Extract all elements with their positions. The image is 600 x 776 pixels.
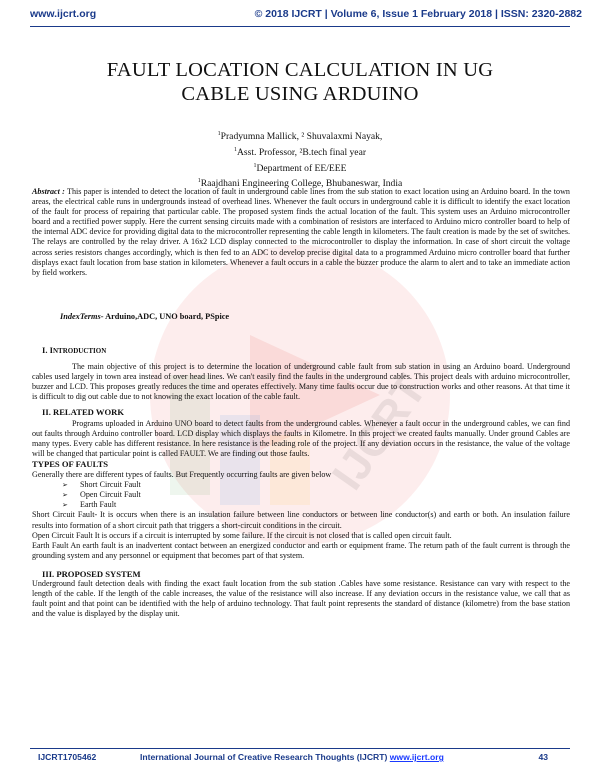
index-terms xyxy=(60,312,570,321)
header-site[interactable]: www.ijcrt.org xyxy=(30,8,97,20)
open-circuit-paragraph: Open Circuit Fault It is occurs if a circuit is interrupted by some failure. If the circuit is not closed that is called open circuit fault. xyxy=(32,530,452,540)
footer-journal: International Journal of Creative Research Thoughts (IJCRT) www.ijcrt.org xyxy=(140,752,444,762)
author-names: $^1$Pradyumna Mallick, ² Shuvalaxmi Nayak, xyxy=(217,131,383,143)
types-intro: Generally there are different types of faults. But Frequently occurring faults are given below xyxy=(32,470,332,480)
proposed-paragraph: Underground fault detection deals with finding the exact fault location from the sub station .Cables have some resistance. Resistance can vary with respect to the length of the cable. If the length of the cable increases, the value of the resistance will also increase. If any deviation occurs in the resistance value, we call that as fault point and that point can be identified with the help of arduino technology. That fault point represents the standard of distance (kilometre) from the base station and the value is displayed by the display unit. xyxy=(32,578,570,619)
list-item: ➢ Open Circuit Fault xyxy=(62,490,141,500)
abstract-text: This paper is intended to detect the location of fault in underground cable lines from the sub station to exact location using an Arduino board. In the town areas, the electrical cable runs in undergrounds instead of overhead lines. Whenever the fault occurs in underground cable it is difficult to identify the exact location of the fault for process of repairing that particular cable. The proposed system finds the actual location of the fault. This system uses an Arduino microcontroller board and a rectified power supply. Here the current sensing circuits made with a combination of resistors are interfaced to Arduino micro controller board to help of the internal ADC device for providing digital data to the microcontroller representing the cable length in kilometers. The fault creation is made by the set of switches. The relays are controlled by the relay driver. A 16x2 LCD display connected to the microcontroller to display the information. In case of short circuit the voltage across series resistors changes accordingly, which is then fed to an ADC to develop precise digital data to a programmed Arduino micro controller board that further displays exact fault location from base station in kilometers. Whenever a fault occurs in a cable the buzzer produce the alarm to alert and to take an immediate action by field workers. xyxy=(32,187,570,277)
header-citation: © 2018 IJCRT | Volume 6, Issue 1 February 2018 | ISSN: 2320-2882 xyxy=(254,8,582,20)
fault-list xyxy=(32,480,570,510)
paper-body xyxy=(32,345,570,619)
index-terms-label: IndexTerms xyxy=(60,312,101,321)
footer-code: IJCRT1705462 xyxy=(38,752,97,762)
intro-paragraph: The main objective of this project is to determine the location of underground cable fault from sub station in using an Arduino board. Underground cables used largely in town area instead of over head lines. We can't easily find the faults in the underground cables. This project deals with arduino microcontroller, buzzer and LCD. This proposes greatly reduces the time and operates effectively. Many time faults occur due to construction works and other reasons. At that time it is difficult to dig out cable due to not knowing the exact location of the cable fault. xyxy=(32,362,570,402)
author-designation: $^1$Asst. Professor, ²B.tech final year xyxy=(233,146,367,158)
title-line-1: FAULT LOCATION CALCULATION IN UG xyxy=(106,59,494,81)
title-line-2: CABLE USING ARDUINO xyxy=(181,83,419,105)
header-divider xyxy=(30,26,570,27)
earth-fault-paragraph: Earth Fault An earth fault is an inadvertent contact between an energized conductor and earth or equipment frame. The return path of the fault current is through the grounding system and any personnel or equipment that becomes part of that system. xyxy=(32,540,570,560)
page-header xyxy=(30,8,582,24)
author-department: $^1$Department of EE/EEE xyxy=(253,162,347,174)
arrow-bullet-icon: ➢ xyxy=(62,501,68,510)
svg-text:IJCRT: IJCRT xyxy=(322,366,437,499)
arrow-bullet-icon: ➢ xyxy=(62,481,68,490)
index-terms-text: - Arduino,ADC, UNO board, PSpice xyxy=(100,312,230,321)
related-paragraph: Programs uploaded in Arduino UNO board to detect faults from the underground cables. Whenever a fault occur in the underground cables, we can find out faults through Arduino controller board. LCD display which displays the faults in Kilometre. In this project we created faults manually. Under ground Cables are many types. Every cable has different resistance. In here resistance is the leading role of the project. If any deviation occurs in the resistance, the value of the voltage will be changed that particular point is called FAULT. We are finding out those faults. xyxy=(32,418,570,458)
types-heading: TYPES OF FAULTS xyxy=(32,458,109,469)
footer-url-link[interactable]: www.ijcrt.org xyxy=(389,752,444,762)
list-item: ➢ Short Circuit Fault xyxy=(62,480,141,490)
paper-title xyxy=(40,58,560,106)
proposed-heading: III. PROPOSED SYSTEM xyxy=(42,568,141,579)
author-block xyxy=(60,128,540,191)
abstract xyxy=(32,187,570,278)
related-heading: II. RELATED WORK xyxy=(42,407,125,418)
footer-divider xyxy=(30,748,570,749)
arrow-bullet-icon: ➢ xyxy=(62,491,68,500)
page-number: 43 xyxy=(538,752,548,762)
short-circuit-paragraph: Short Circuit Fault- It is occurs when there is an insulation failure between line conductors or between line conductor(s) and earth or both. An insulation failure results into formation of a short circuit path that triggers a short-circuit conditions in the circuit. xyxy=(32,510,570,530)
list-item: ➢ Earth Fault xyxy=(62,500,117,510)
abstract-label: Abstract : xyxy=(32,187,65,196)
intro-heading: I. INTRODUCTION xyxy=(42,345,107,355)
author-college: $^1$Raajdhani Engineering College, Bhubaneswar, India xyxy=(197,178,403,190)
